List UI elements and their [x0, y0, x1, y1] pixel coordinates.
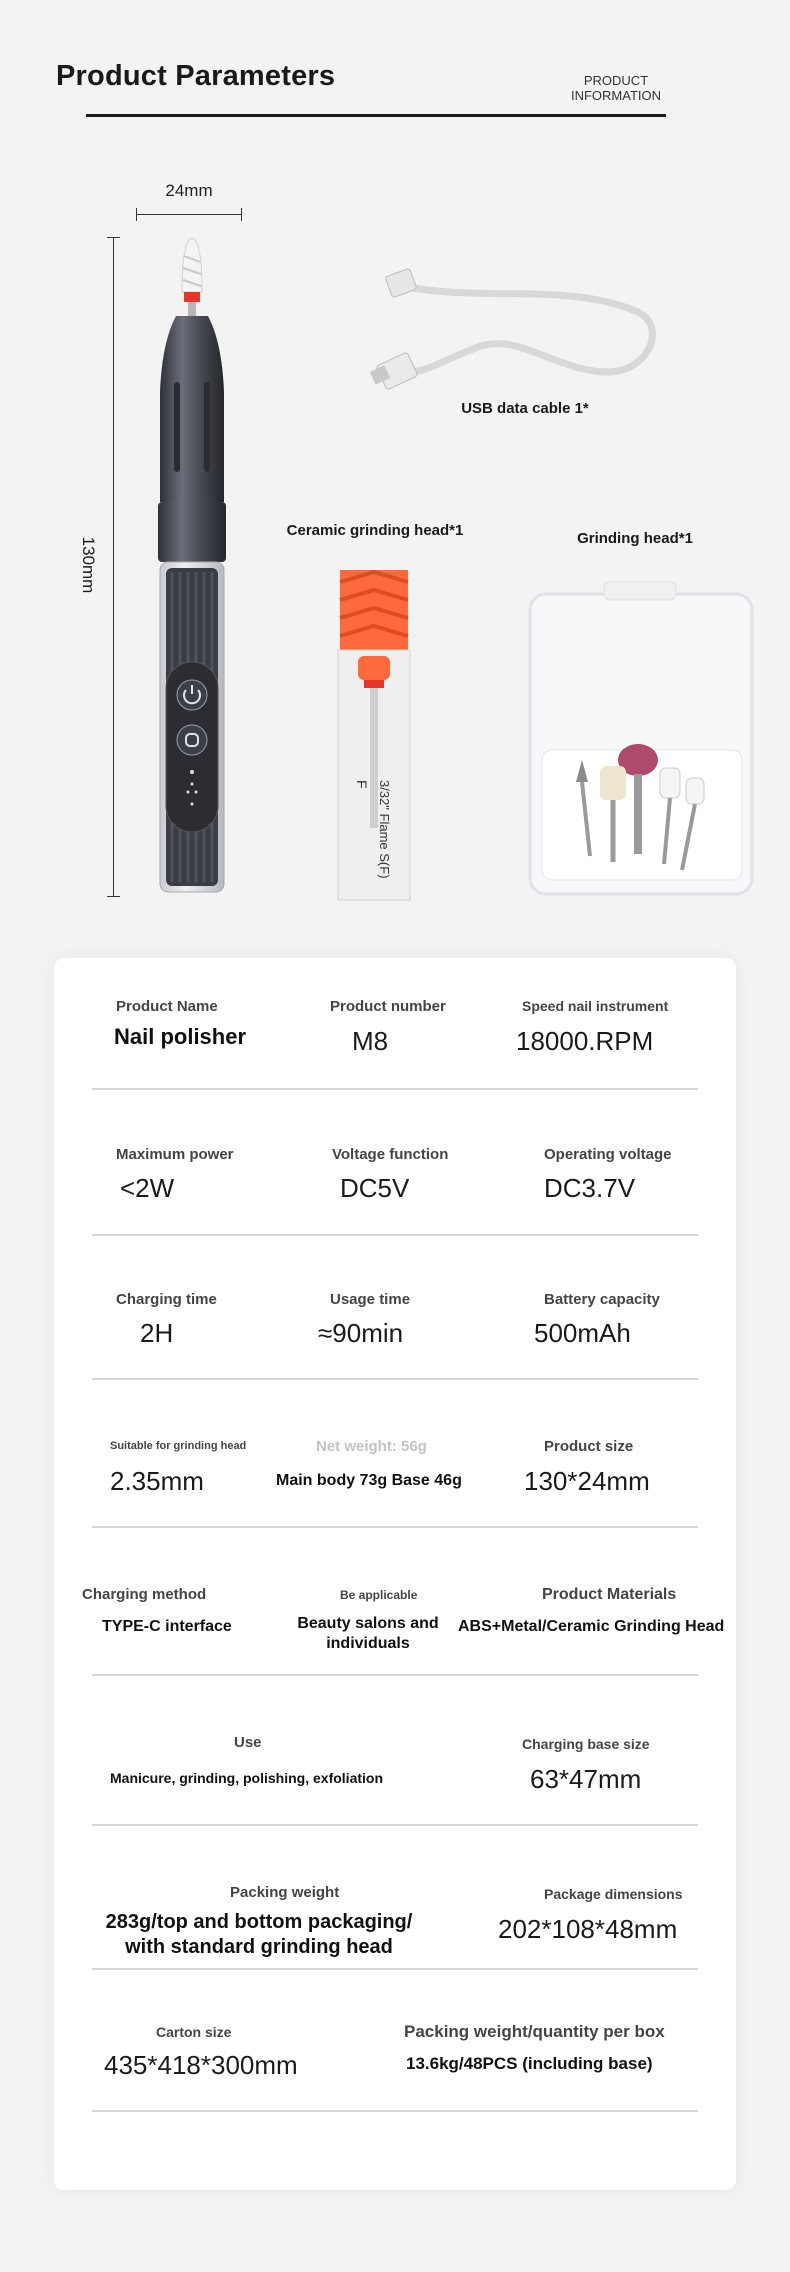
- spec-value-materials: ABS+Metal/Ceramic Grinding Head: [458, 1618, 725, 1635]
- spec-label-battery-capacity: Battery capacity: [544, 1291, 660, 1308]
- spec-value-usage-time: ≈90min: [318, 1318, 404, 1348]
- tube-letter: F: [354, 780, 370, 789]
- spec-value-charging-method: TYPE-C interface: [102, 1618, 232, 1635]
- spec-value-packing-weight-line-2: with standard grinding head: [125, 1936, 393, 1958]
- spec-card: [54, 958, 736, 2190]
- spec-value-speed: 18000.RPM: [516, 1026, 654, 1056]
- row-divider: [92, 1526, 698, 1528]
- spec-value-applicable-line-2: individuals: [326, 1635, 410, 1652]
- spec-label-charging-method: Charging method: [82, 1586, 207, 1603]
- row-divider: [92, 1378, 698, 1380]
- spec-label-voltage-function: Voltage function: [332, 1146, 449, 1163]
- title-underline: [86, 114, 666, 117]
- spec-value-operating-voltage: DC3.7V: [544, 1173, 636, 1203]
- spec-label-packing-per-box: Packing weight/quantity per box: [404, 2022, 665, 2041]
- spec-value-package-dimensions: 202*108*48mm: [498, 1914, 678, 1944]
- spec-label-package-dimensions: Package dimensions: [544, 1886, 683, 1902]
- spec-label-charging-time: Charging time: [116, 1291, 217, 1308]
- spec-label-max-power: Maximum power: [116, 1146, 234, 1163]
- spec-value-charging-time: 2H: [140, 1318, 174, 1348]
- row-divider: [92, 2110, 698, 2112]
- grinding-head-label: Grinding head*1: [577, 530, 693, 547]
- spec-value-max-power: <2W: [120, 1173, 175, 1203]
- spec-value-grinding-head-size: 2.35mm: [110, 1466, 204, 1496]
- grinding-head-set-image: [520, 580, 760, 905]
- row-divider: [92, 1824, 698, 1826]
- page-title: Product Parameters: [56, 60, 336, 92]
- usb-cable-label: USB data cable 1*: [461, 400, 589, 417]
- nail-drill-pen-image: [132, 232, 252, 902]
- ceramic-head-label: Ceramic grinding head*1: [286, 522, 464, 539]
- spec-label-net-weight: Net weight: 56g: [316, 1438, 427, 1455]
- spec-value-packing-per-box: 13.6kg/48PCS (including base): [406, 2054, 653, 2073]
- spec-label-carton-size: Carton size: [156, 2024, 232, 2040]
- spec-label-product-name: Product Name: [116, 998, 218, 1015]
- height-dimension-label: 130mm: [79, 536, 98, 594]
- spec-label-product-number: Product number: [330, 998, 446, 1015]
- spec-value-carton-size: 435*418*300mm: [104, 2050, 298, 2080]
- spec-label-materials: Product Materials: [542, 1586, 677, 1603]
- width-dimension-line: [136, 214, 242, 215]
- row-divider: [92, 1088, 698, 1090]
- spec-value-applicable: [270, 1614, 466, 1654]
- spec-value-product-name: Nail polisher: [114, 1024, 247, 1049]
- spec-label-charging-base-size: Charging base size: [522, 1736, 650, 1752]
- tube-text: 3/32" Flame S(F): [377, 780, 392, 879]
- width-dimension-label: 24mm: [165, 181, 213, 200]
- spec-value-product-size: 130*24mm: [524, 1466, 650, 1496]
- spec-value-voltage-function: DC5V: [340, 1173, 410, 1203]
- spec-label-applicable: Be applicable: [340, 1588, 418, 1602]
- page-subtitle: [560, 73, 672, 103]
- spec-value-product-number: M8: [352, 1026, 389, 1056]
- spec-label-packing-weight: Packing weight: [230, 1884, 340, 1901]
- spec-label-speed: Speed nail instrument: [522, 998, 669, 1014]
- subtitle-line-2: INFORMATION: [570, 88, 662, 103]
- subtitle-line-1: PRODUCT: [583, 73, 649, 88]
- spec-value-battery-capacity: 500mAh: [534, 1318, 631, 1348]
- spec-label-grinding-head-size: Suitable for grinding head: [110, 1440, 247, 1452]
- spec-value-packing-weight: [94, 1910, 424, 1960]
- row-divider: [92, 1234, 698, 1236]
- spec-value-use: Manicure, grinding, polishing, exfoliation: [110, 1770, 384, 1786]
- spec-value-charging-base-size: 63*47mm: [530, 1764, 642, 1794]
- spec-label-usage-time: Usage time: [330, 1291, 411, 1308]
- spec-label-product-size: Product size: [544, 1438, 634, 1455]
- spec-value-applicable-line-1: Beauty salons and: [297, 1615, 439, 1632]
- height-dimension-line: [113, 237, 114, 897]
- spec-value-packing-weight-line-1: 283g/top and bottom packaging/: [105, 1911, 413, 1933]
- spec-label-use: Use: [234, 1734, 262, 1751]
- row-divider: [92, 1968, 698, 1970]
- row-divider: [92, 1674, 698, 1676]
- spec-value-net-weight: Main body 73g Base 46g: [276, 1472, 462, 1489]
- spec-label-operating-voltage: Operating voltage: [544, 1146, 672, 1163]
- usb-cable-image: [368, 262, 668, 392]
